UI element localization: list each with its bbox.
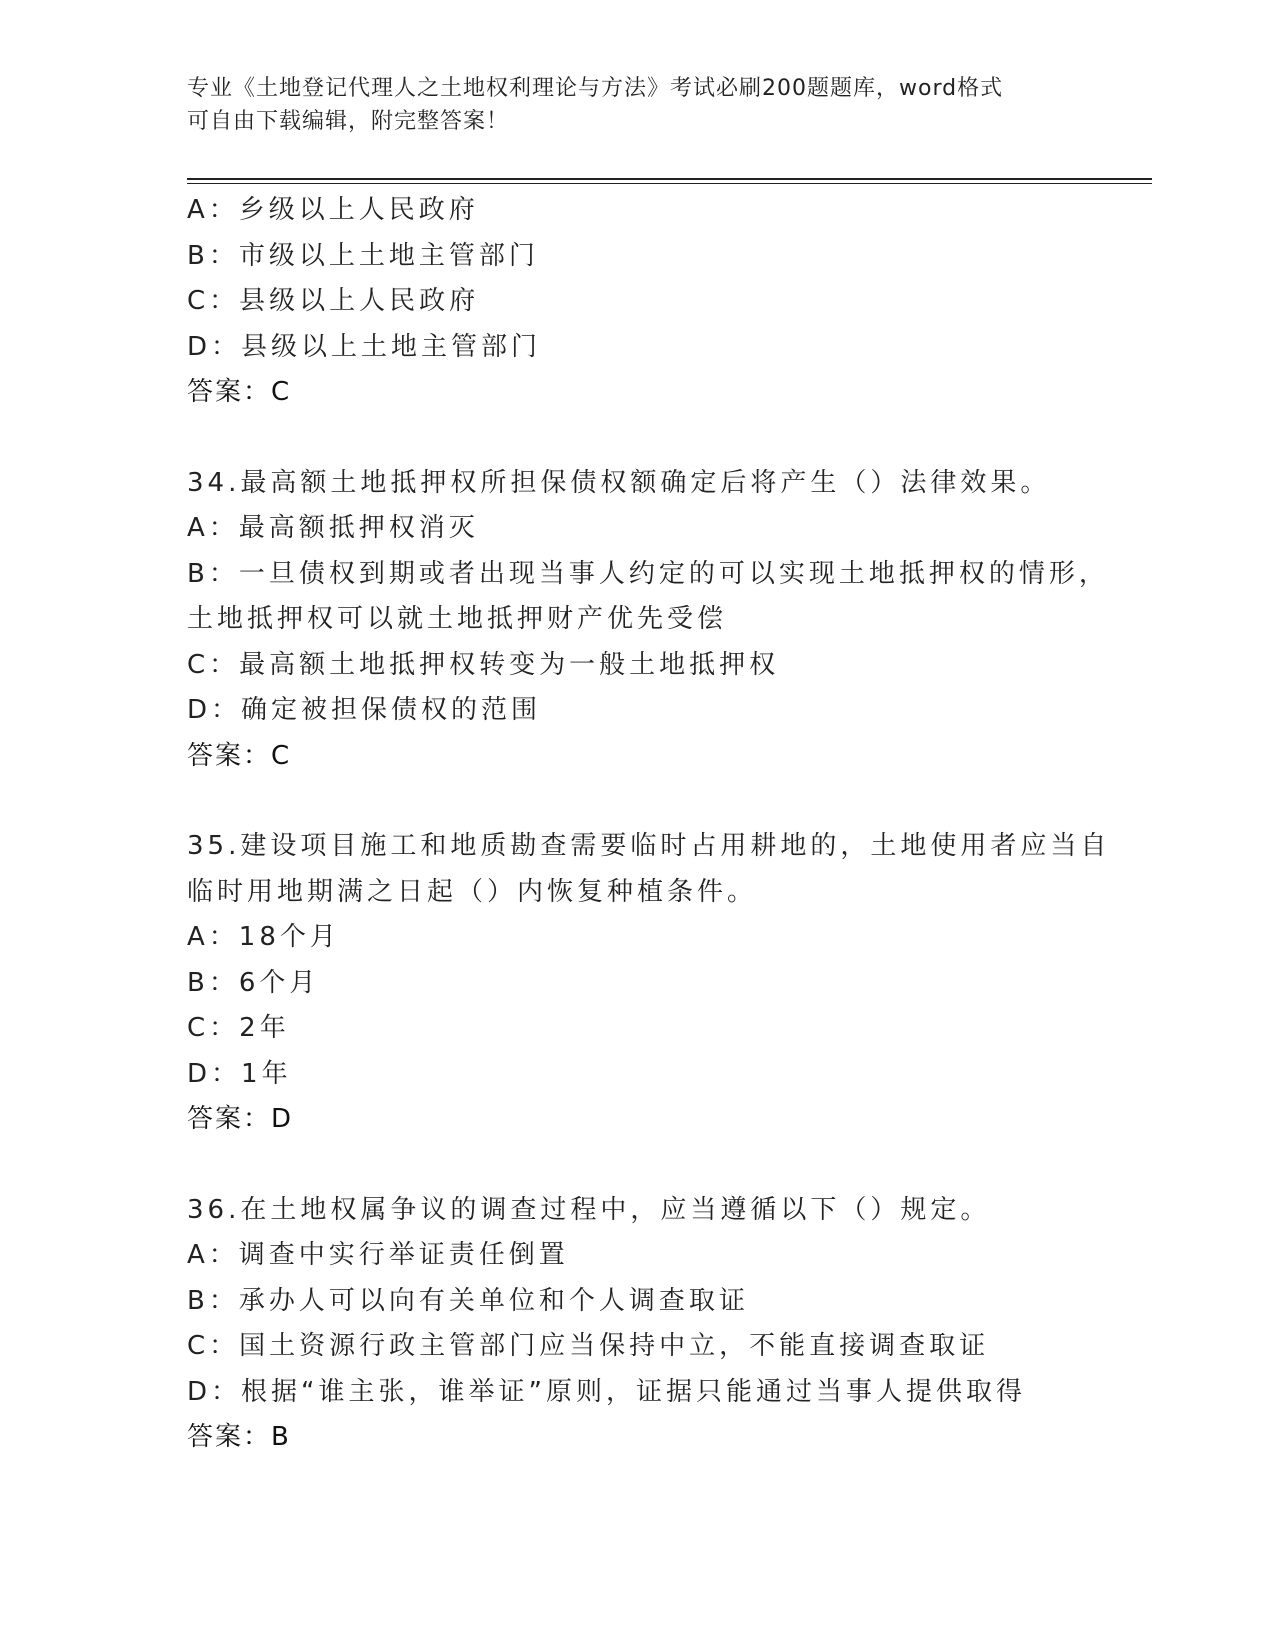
option-c: C：2年: [187, 1013, 290, 1043]
option-d: D：确定被担保债权的范围: [187, 695, 542, 725]
option-b: B：承办人可以向有关单位和个人调查取证: [187, 1285, 749, 1316]
option-d: D：根据“谁主张，谁举证”原则，证据只能通过当事人提供取得: [187, 1376, 1026, 1407]
option-a: A：18个月: [187, 922, 340, 952]
question-list: [187, 188, 1111, 1461]
question-stem: 35.建设项目施工和地质勘查需要临时占用耕地的，土地使用者应当自: [187, 831, 1111, 861]
option-c: C：县级以上人民政府: [187, 286, 480, 316]
document-header: [187, 72, 1087, 138]
question-stem-continued: 临时用地期满之日起（）内恢复种植条件。: [187, 876, 758, 907]
question-stem: 34.最高额土地抵押权所担保债权额确定后将产生（）法律效果。: [187, 467, 1051, 498]
option-c: C：国土资源行政主管部门应当保持中立，不能直接调查取证: [187, 1331, 990, 1361]
option-b: B：市级以上土地主管部门: [187, 240, 539, 271]
answer-line: 答案：B: [187, 1422, 291, 1452]
option-c: C：最高额土地抵押权转变为一般土地抵押权: [187, 649, 780, 680]
answer-line: 答案：C: [187, 740, 292, 771]
header-divider-thick: [187, 178, 1152, 180]
answer-line: 答案：D: [187, 1104, 294, 1134]
option-a: A：乡级以上人民政府: [187, 195, 479, 225]
header-divider-thin: [187, 183, 1152, 184]
question-stem: 36.在土地权属争议的调查过程中，应当遵循以下（）规定。: [187, 1194, 991, 1225]
option-d: D：县级以上土地主管部门: [187, 331, 542, 362]
question-35: [187, 824, 1111, 1143]
question-36: [187, 1188, 1087, 1461]
option-b-continued: 土地抵押权可以就土地抵押财产优先受偿: [187, 604, 728, 634]
header-title-line-1: 专业《土地登记代理人之土地权利理论与方法》考试必刷200题题库，word格式: [187, 76, 1004, 101]
answer-line: 答案：C: [187, 377, 292, 407]
question-33: [187, 188, 1087, 416]
option-a: A：最高额抵押权消灭: [187, 513, 479, 543]
question-34: [187, 461, 1109, 780]
option-b: B：6个月: [187, 967, 320, 998]
option-a: A：调查中实行举证责任倒置: [187, 1240, 569, 1270]
option-b: B：一旦债权到期或者出现当事人约定的可以实现土地抵押权的情形，: [187, 558, 1109, 589]
option-d: D：1年: [187, 1058, 292, 1089]
header-title-line-2: 可自由下载编辑，附完整答案！: [187, 109, 510, 134]
